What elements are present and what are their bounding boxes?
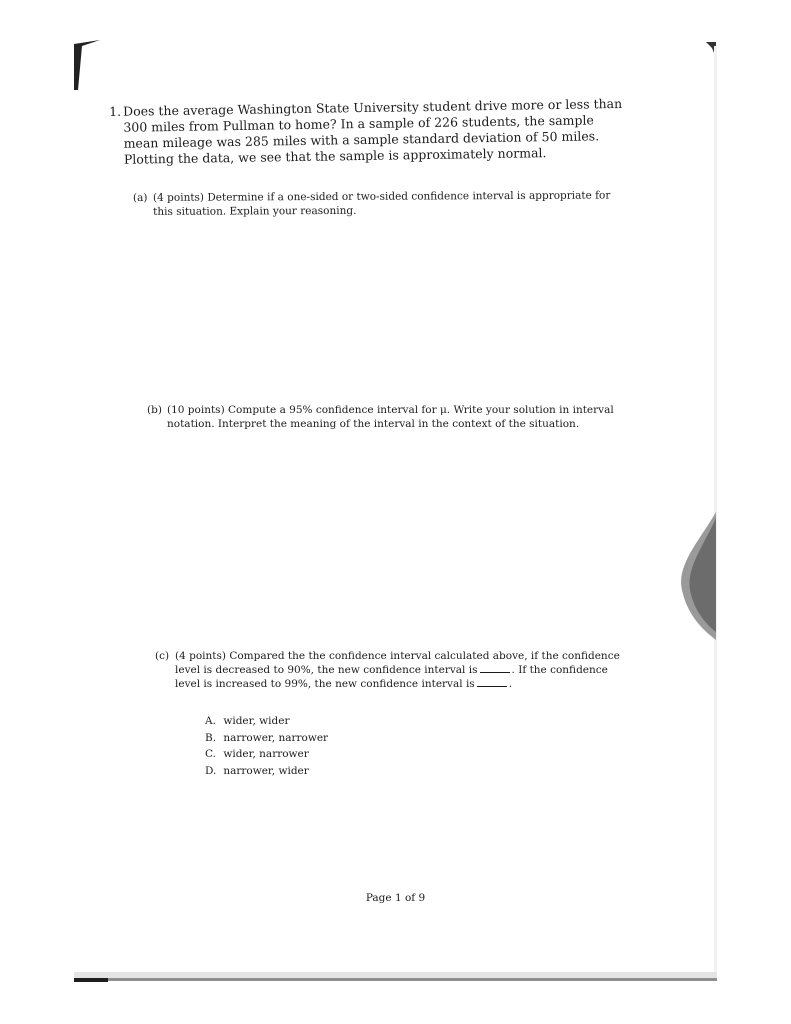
- part-a: [133, 188, 628, 219]
- part-a-label: (a): [133, 191, 148, 204]
- scan-right-edge: [714, 46, 717, 976]
- page-footer: Page 1 of 9: [365, 892, 426, 904]
- choice-letter: C.: [205, 748, 216, 760]
- choice-list: [205, 713, 328, 779]
- scan-corner-top-left: [74, 40, 100, 90]
- part-c-text-1: (4 points) Compared the the confidence interval calculated above, if the confidence level is decreased to 90%, the new confidence interval is: [175, 650, 620, 676]
- choice-letter: D.: [205, 764, 217, 777]
- question-1: [109, 96, 630, 168]
- part-c-text: [175, 649, 633, 691]
- choice-text: narrower, narrower: [223, 731, 329, 744]
- scan-bottom-band: [74, 972, 717, 978]
- answer-blank-2: [477, 677, 507, 687]
- part-b: [147, 403, 632, 431]
- scan-bottom-left-corner: [74, 978, 108, 982]
- choice-text: narrower, wider: [223, 764, 309, 777]
- choice-c: [205, 746, 328, 763]
- question-number: 1.: [109, 103, 122, 119]
- part-c-label: (c): [155, 650, 170, 662]
- part-c-text-2: . If the confidence level is increased to 99%, the new confidence interval is: [175, 664, 608, 690]
- scan-bottom-edge: [74, 978, 717, 981]
- choice-letter: A.: [205, 715, 216, 727]
- part-a-text: (4 points) Determine if a one-sided or two-sided confidence interval is appropriate for this situation. Explain your reasoning.: [153, 189, 611, 218]
- choice-a: [205, 713, 328, 730]
- part-c-text-3: .: [508, 678, 513, 690]
- choice-d: [205, 763, 328, 780]
- choice-text: wider, wider: [223, 715, 290, 727]
- question-text: Does the average Washington State University student drive more or less than 300 miles from Pullman to home? In a sample of 226 students, the sample mean mileage was 285 miles with a sample standard deviation of 50 miles. Plotting the data, we see that the sample is approximately normal.: [122, 95, 623, 167]
- choice-text: wider, narrower: [223, 748, 309, 760]
- choice-letter: B.: [205, 731, 217, 744]
- choice-b: [205, 730, 328, 747]
- part-b-text: (10 points) Compute a 95% confidence interval for μ. Write your solution in interval notation. Interpret the meaning of the interval in the context of the situation.: [167, 404, 614, 430]
- part-b-label: (b): [147, 404, 162, 416]
- answer-blank-1: [480, 663, 510, 673]
- part-c: [155, 649, 633, 691]
